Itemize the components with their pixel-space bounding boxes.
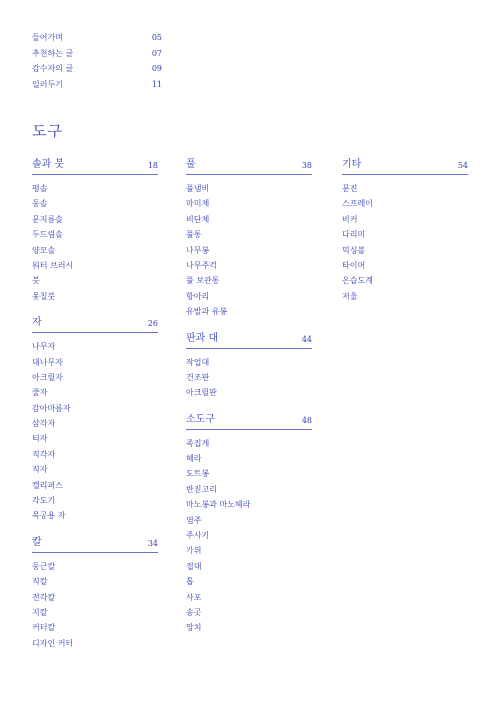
toc-item[interactable]: 붓: [32, 276, 40, 286]
toc-item[interactable]: 망치: [186, 623, 202, 633]
toc-item[interactable]: 목공용 자: [32, 511, 66, 521]
toc-item[interactable]: 유발과 유봉: [186, 307, 228, 317]
category-title: 자: [32, 317, 42, 329]
toc-item[interactable]: 아크릴판: [186, 388, 217, 398]
category-gap: [32, 304, 158, 313]
category-page: 48: [301, 415, 312, 425]
toc-category: [186, 410, 312, 636]
toc-item[interactable]: 염주: [186, 515, 202, 525]
toc-category: [32, 533, 158, 651]
toc-item[interactable]: 직각자: [32, 449, 56, 459]
category-page: 38: [301, 161, 312, 170]
front-matter-item[interactable]: [32, 46, 162, 62]
toc-item[interactable]: 나무자: [32, 342, 56, 352]
toc-column: [32, 155, 158, 651]
category-gap: [186, 320, 312, 329]
toc-item[interactable]: 풀 보관통: [186, 276, 220, 286]
section-title: 도구: [32, 122, 63, 140]
toc-item[interactable]: 아크릴자: [32, 372, 63, 382]
toc-item[interactable]: 직자: [32, 465, 48, 475]
category-heading[interactable]: [32, 155, 158, 175]
category-title: 풀: [186, 159, 196, 170]
toc-item[interactable]: 티자: [32, 434, 48, 444]
toc-item[interactable]: 비단체: [186, 214, 210, 224]
toc-item[interactable]: 나무봉: [186, 245, 210, 255]
front-matter-page: 09: [151, 64, 162, 73]
toc-item[interactable]: 믹싱볼: [342, 245, 366, 255]
toc-item[interactable]: 직칼: [32, 577, 48, 587]
category-gap: [32, 524, 158, 533]
category-page: 54: [457, 161, 468, 170]
category-page: 34: [147, 538, 158, 548]
toc-item[interactable]: 나무주걱: [186, 260, 217, 270]
toc-item[interactable]: 풀냄비: [186, 184, 210, 193]
toc-item[interactable]: 삼각자: [32, 419, 56, 429]
category-heading[interactable]: [342, 155, 468, 175]
toc-item[interactable]: 비커: [342, 214, 358, 224]
front-matter-item[interactable]: [32, 77, 162, 93]
toc-item[interactable]: 커터칼: [32, 623, 56, 633]
toc-item[interactable]: 저울: [342, 291, 358, 301]
toc-item[interactable]: 둥솔: [32, 199, 48, 209]
toc-item[interactable]: 족집게: [186, 438, 210, 448]
toc-item[interactable]: 스프레이: [342, 199, 373, 209]
front-matter-item[interactable]: [32, 30, 162, 46]
toc-item[interactable]: 사포: [186, 592, 202, 602]
front-matter-label: 들어가며: [32, 33, 63, 42]
front-matter-list: [32, 30, 162, 92]
toc-item[interactable]: 디자인 커터: [32, 638, 74, 648]
toc-item[interactable]: 대나무자: [32, 357, 63, 367]
category-title: 칼: [32, 536, 42, 548]
toc-category: [342, 155, 468, 304]
category-heading[interactable]: [186, 410, 312, 430]
category-heading[interactable]: [186, 329, 312, 349]
toc-item[interactable]: 작업대: [186, 357, 210, 367]
toc-item[interactable]: 둥근칼: [32, 561, 56, 571]
toc-category: [32, 155, 158, 304]
toc-column: [186, 155, 312, 636]
front-matter-page: 11: [151, 79, 162, 89]
toc-item[interactable]: 송곳: [186, 607, 202, 617]
toc-item[interactable]: 지칼: [32, 607, 48, 617]
toc-item[interactable]: 항아리: [186, 291, 210, 301]
toc-item[interactable]: 각도기: [32, 496, 56, 506]
toc-category: [32, 313, 158, 524]
toc-item[interactable]: 캘리퍼스: [32, 480, 63, 490]
front-matter-page: 07: [151, 48, 162, 58]
toc-item[interactable]: 접대: [186, 561, 202, 571]
category-title: 솔과 붓: [32, 159, 65, 170]
toc-item[interactable]: 풀통: [186, 230, 202, 240]
category-page: 26: [147, 319, 158, 329]
toc-item[interactable]: 평솔: [32, 184, 48, 193]
category-title: 기타: [342, 159, 362, 170]
toc-item[interactable]: 마노봉과 마노헤라: [186, 500, 251, 510]
toc-item[interactable]: 건조판: [186, 372, 210, 382]
front-matter-item[interactable]: [32, 61, 162, 77]
front-matter-page: 05: [151, 33, 162, 42]
toc-category: [186, 155, 312, 320]
category-title: 소도구: [186, 413, 215, 425]
category-gap: [186, 401, 312, 410]
toc-item[interactable]: 톱: [186, 577, 194, 587]
toc-item[interactable]: 옻칠붓: [32, 291, 56, 301]
toc-item[interactable]: 온습도계: [342, 276, 373, 286]
toc-item[interactable]: 다리미: [342, 230, 366, 240]
toc-item[interactable]: 줄자: [32, 388, 48, 398]
category-heading[interactable]: [186, 155, 312, 175]
category-heading[interactable]: [32, 313, 158, 333]
toc-item[interactable]: 타이머: [342, 260, 366, 270]
front-matter-label: 감수자의 글: [32, 64, 74, 73]
category-title: 판과 대: [186, 332, 219, 344]
toc-item[interactable]: 워터 브러시: [32, 260, 74, 270]
toc-item[interactable]: 문진: [342, 184, 358, 193]
toc-item[interactable]: 양모솔: [32, 245, 56, 255]
toc-item[interactable]: 도트봉: [186, 469, 210, 479]
category-page: 44: [301, 334, 312, 344]
category-heading[interactable]: [32, 533, 158, 553]
toc-column: [342, 155, 468, 304]
toc-item[interactable]: 가위: [186, 546, 202, 556]
toc-item[interactable]: 마미체: [186, 199, 210, 209]
toc-item[interactable]: 두드림솔: [32, 230, 63, 240]
category-page: 18: [147, 161, 158, 170]
toc-item[interactable]: 감아마름자: [32, 403, 71, 413]
front-matter-label: 일러두기: [32, 79, 63, 89]
toc-item[interactable]: 헤라: [186, 454, 202, 464]
toc-item[interactable]: 문지름솔: [32, 214, 63, 224]
toc-item[interactable]: 전각칼: [32, 592, 56, 602]
toc-item[interactable]: 반짇고리: [186, 484, 217, 494]
front-matter-label: 추천하는 글: [32, 48, 74, 58]
toc-category: [186, 329, 312, 401]
toc-item[interactable]: 주사기: [186, 531, 210, 541]
